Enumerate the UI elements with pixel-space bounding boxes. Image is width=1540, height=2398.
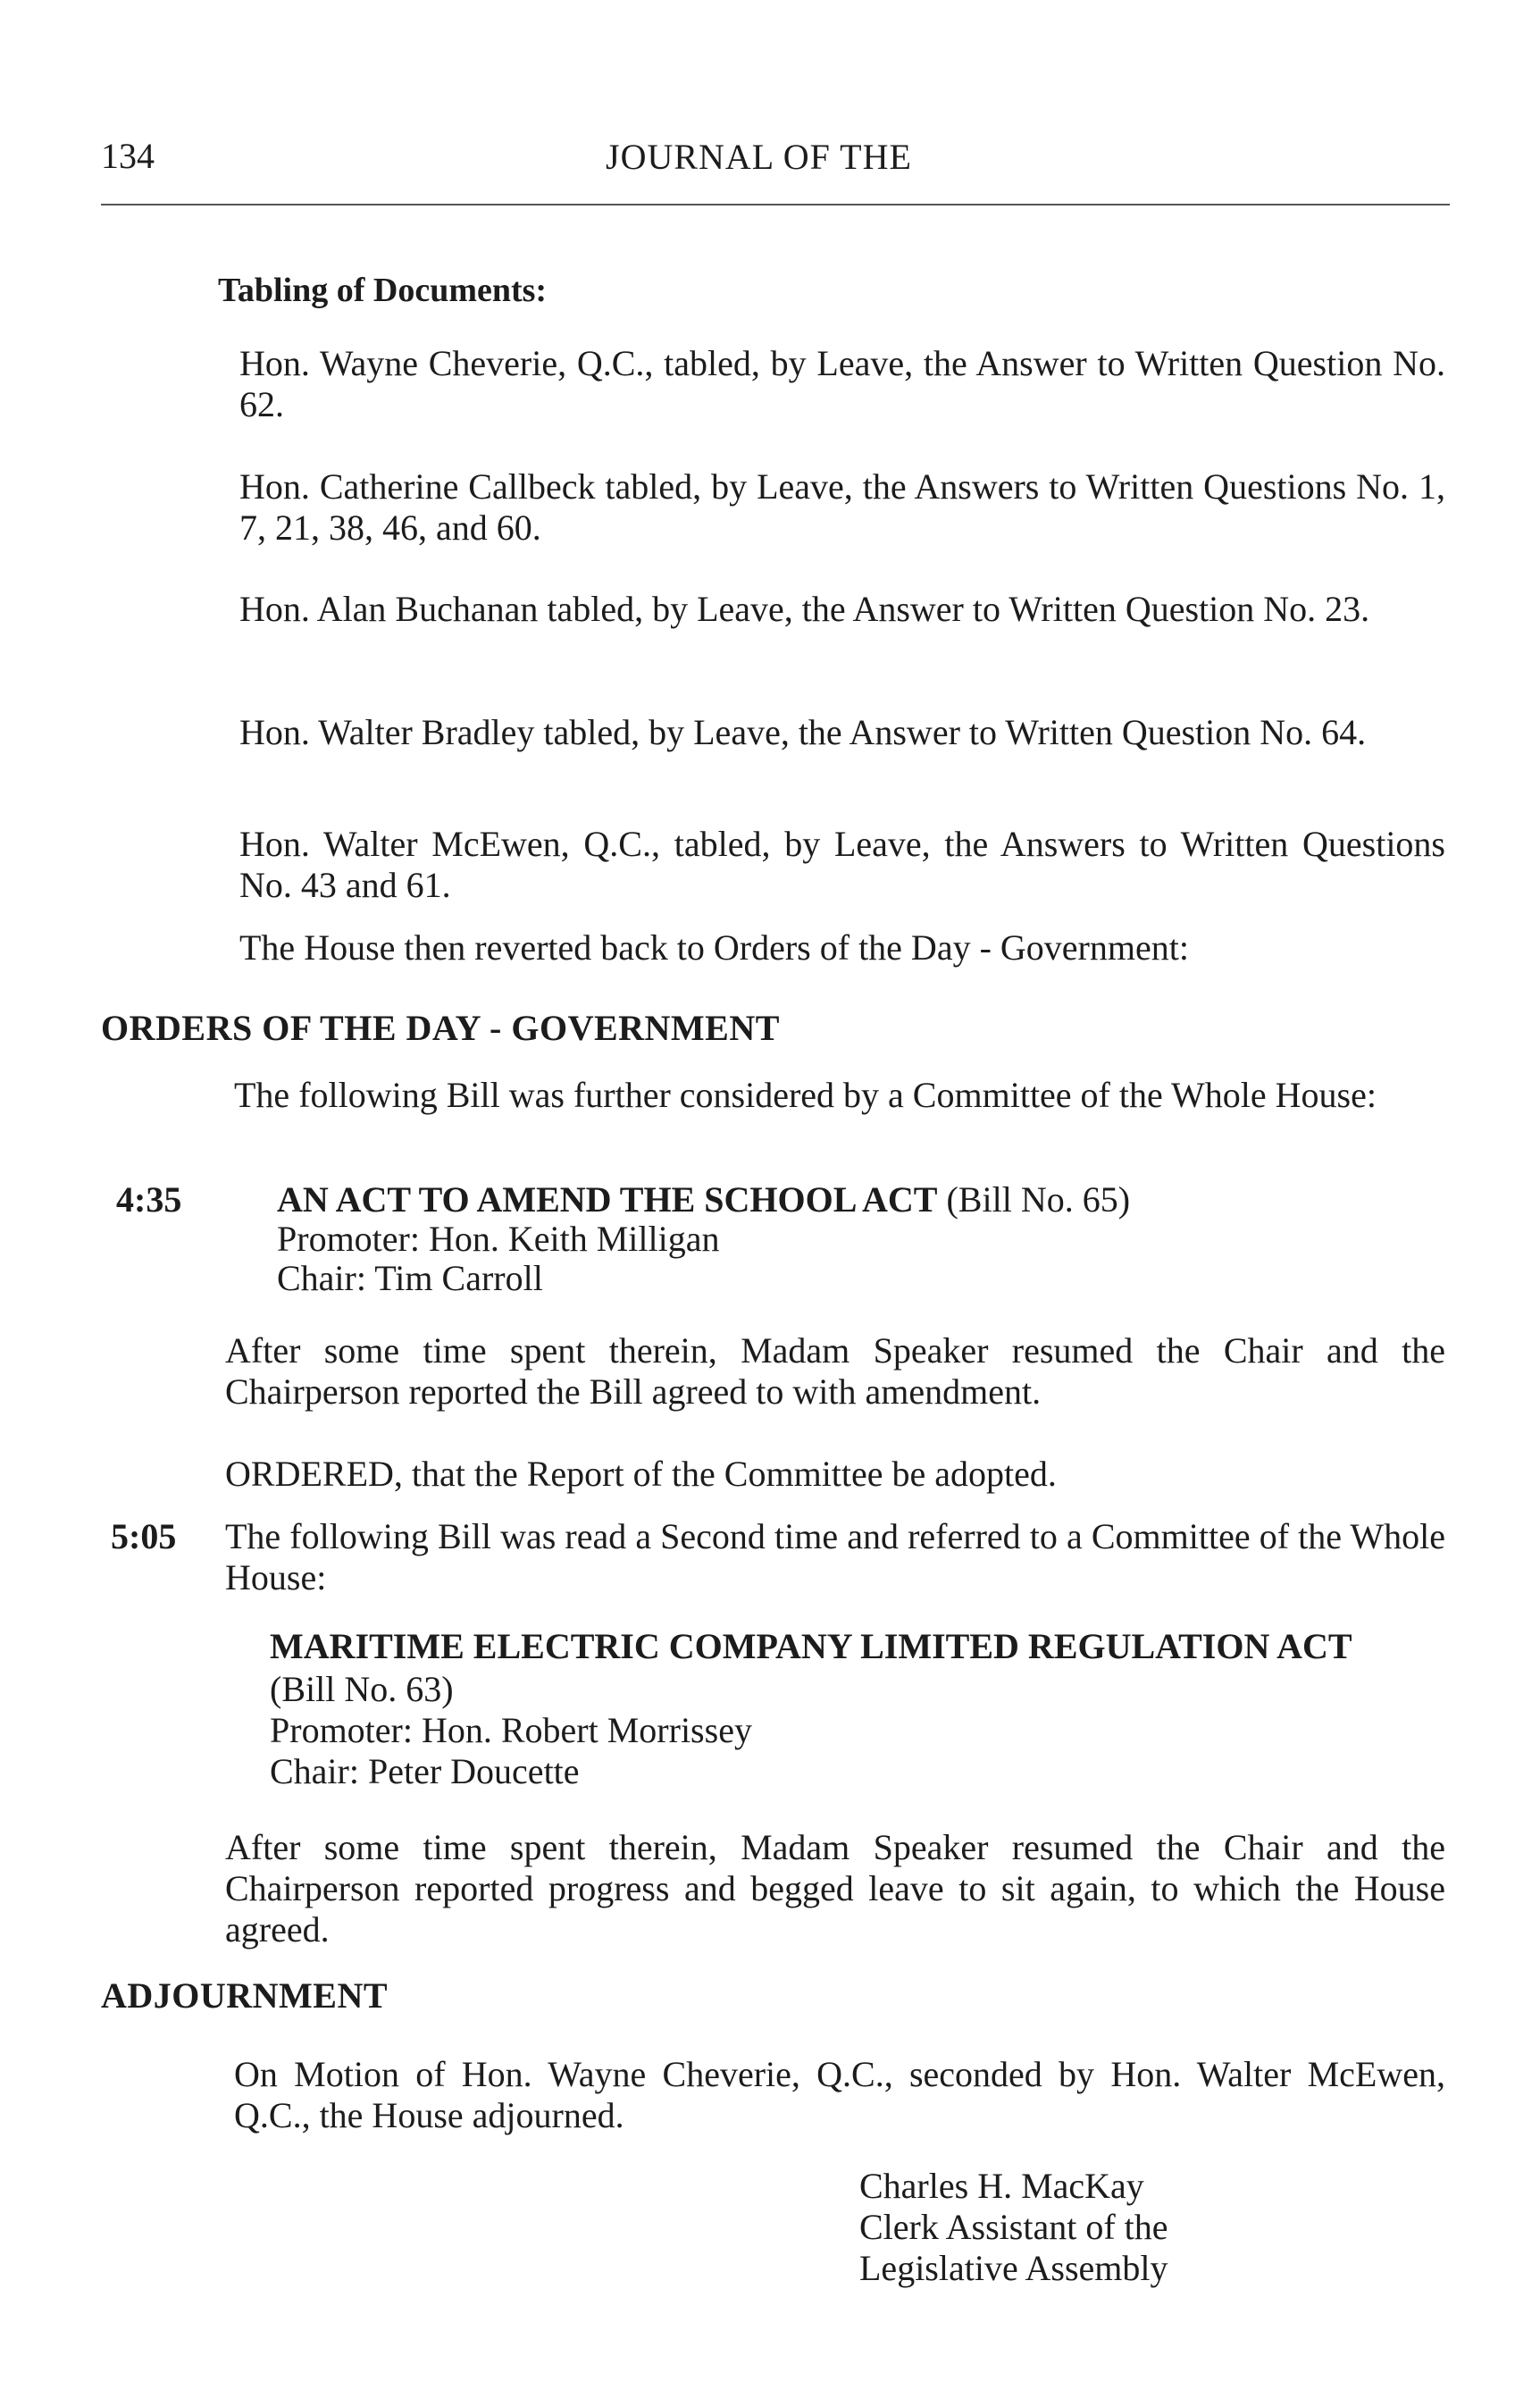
bill-2-intro: The following Bill was read a Second time and referred to a Committee of the Whole House: [225, 1516, 1445, 1597]
time-stamp-2: 5:05 [111, 1516, 177, 1556]
page-number: 134 [101, 136, 155, 176]
bill-2-promoter: Promoter: Hon. Robert Morrissey [270, 1710, 752, 1750]
signature-title-line-2: Legislative Assembly [859, 2248, 1168, 2288]
reverted-text: The House then reverted back to Orders of the Day - Government: [239, 927, 1189, 968]
bill-1-chair: Chair: Tim Carroll [277, 1258, 543, 1298]
time-stamp-1: 4:35 [116, 1179, 182, 1220]
header-rule [101, 204, 1450, 205]
bill-1-promoter: Promoter: Hon. Keith Milligan [277, 1219, 720, 1259]
adjournment-heading: ADJOURNMENT [101, 1975, 389, 2016]
tabling-item-3: Hon. Alan Buchanan tabled, by Leave, the Answer to Written Question No. 23. [239, 589, 1370, 629]
bill-1-number: (Bill No. 65) [946, 1179, 1131, 1220]
tabling-item-5: Hon. Walter McEwen, Q.C., tabled, by Leave, the Answers to Written Questions No. 43 and 61. [239, 824, 1445, 905]
bill-2-chair: Chair: Peter Doucette [270, 1751, 580, 1791]
tabling-item-1: Hon. Wayne Cheverie, Q.C., tabled, by Leave, the Answer to Written Question No. 62. [239, 343, 1445, 424]
bill-2-title: MARITIME ELECTRIC COMPANY LIMITED REGULATION ACT [270, 1626, 1352, 1666]
tabling-item-4: Hon. Walter Bradley tabled, by Leave, the Answer to Written Question No. 64. [239, 712, 1367, 752]
tabling-item-2: Hon. Catherine Callbeck tabled, by Leave, the Answers to Written Questions No. 1, 7, 21, 38, 46, and 60. [239, 466, 1445, 548]
tabling-heading: Tabling of Documents: [218, 272, 548, 309]
ordered-text: ORDERED, that the Report of the Committee be adopted. [225, 1454, 1057, 1494]
signature-name: Charles H. MacKay [859, 2166, 1144, 2206]
adjournment-text: On Motion of Hon. Wayne Cheverie, Q.C., seconded by Hon. Walter McEwen, Q.C., the House adjourned. [234, 2054, 1445, 2135]
bill-1-title-line [277, 1179, 1130, 1220]
bill-1-result: After some time spent therein, Madam Speaker resumed the Chair and the Chairperson reported the Bill agreed to with amendment. [225, 1330, 1445, 1412]
bill-2-number: (Bill No. 63) [270, 1669, 454, 1709]
bill-1-title: AN ACT TO AMEND THE SCHOOL ACT [277, 1179, 938, 1220]
signature-title-line-1: Clerk Assistant of the [859, 2207, 1168, 2247]
running-title: JOURNAL OF THE [606, 137, 912, 177]
orders-heading: ORDERS OF THE DAY - GOVERNMENT [101, 1008, 780, 1048]
bill-2-result: After some time spent therein, Madam Speaker resumed the Chair and the Chairperson reported progress and begged leave to sit again, to which the House agreed. [225, 1827, 1445, 1949]
orders-intro: The following Bill was further considered by a Committee of the Whole House: [234, 1075, 1377, 1115]
